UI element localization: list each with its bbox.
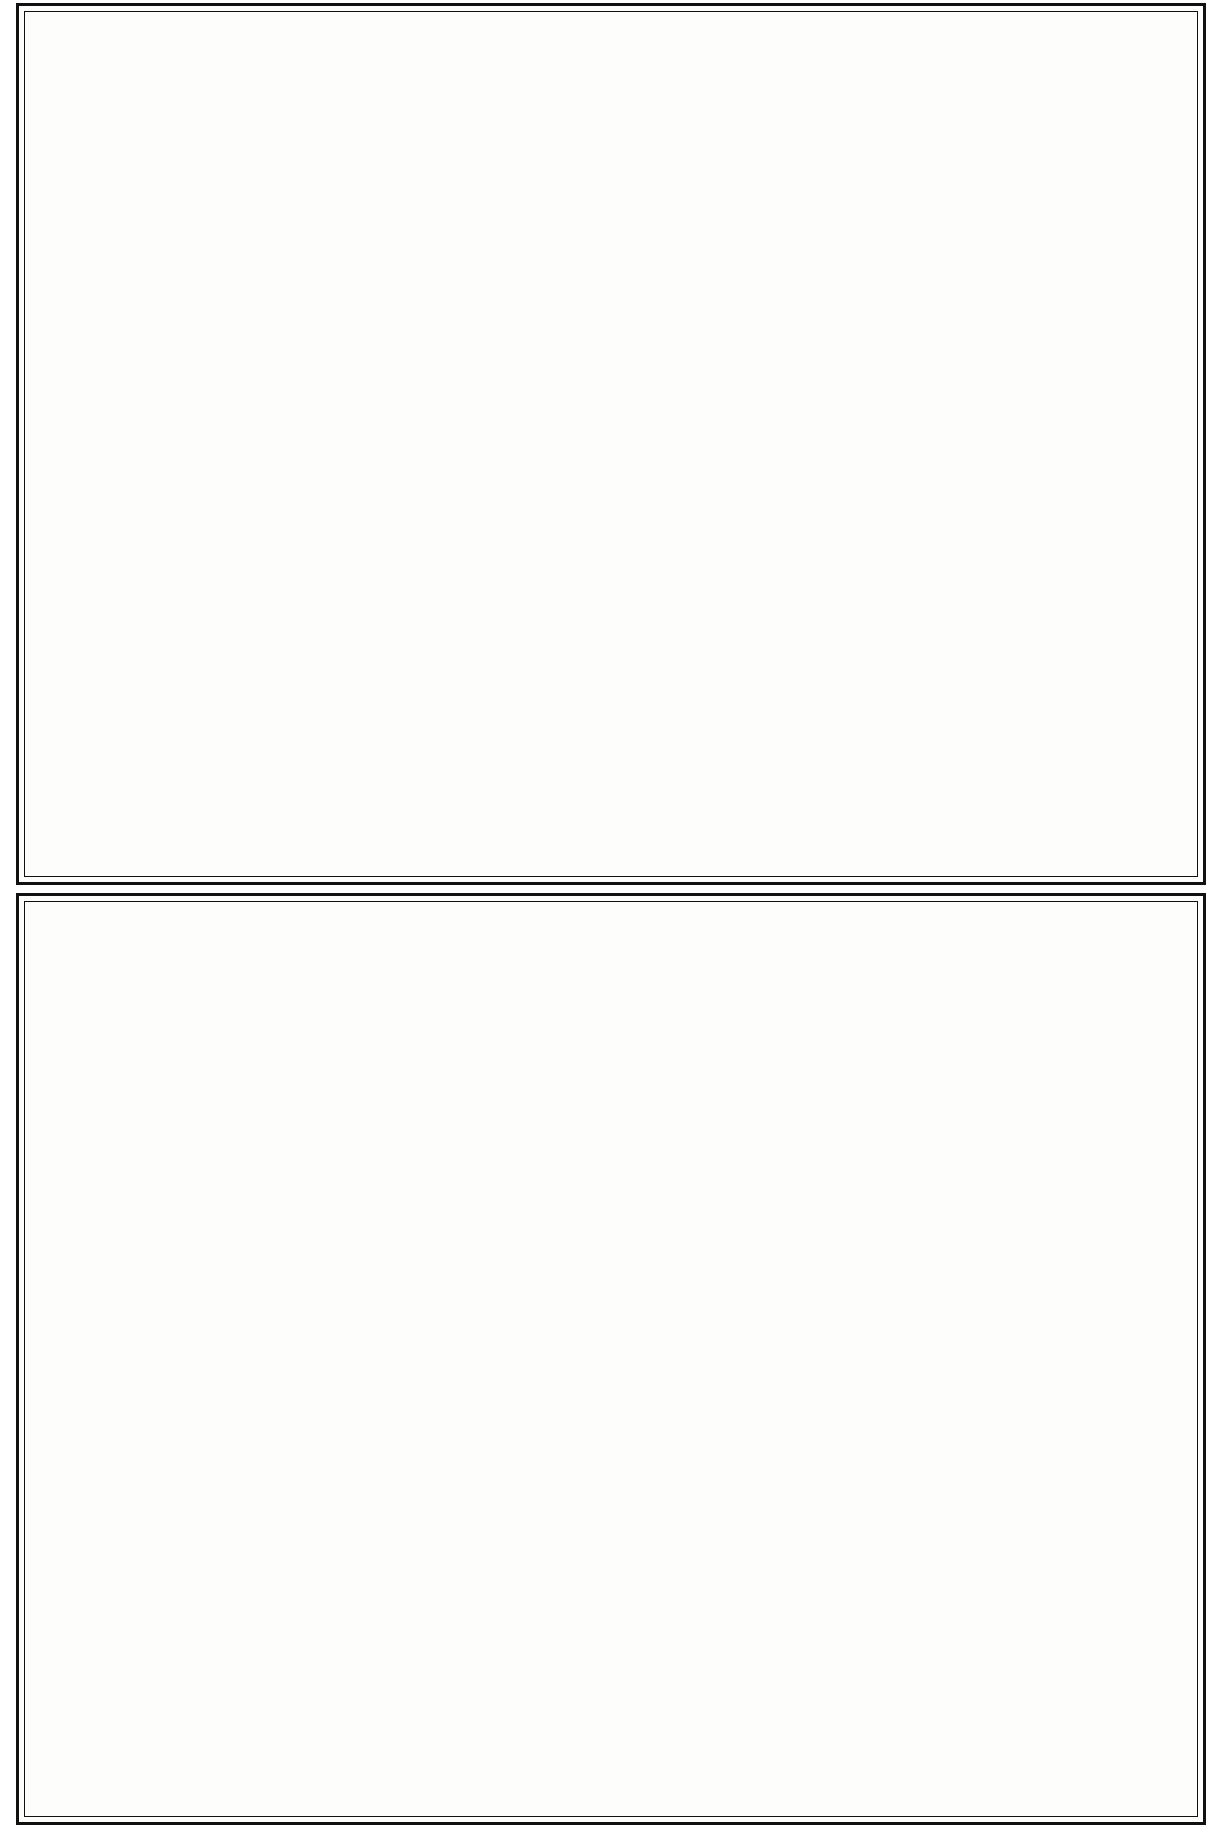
top-page-frame [24,11,1198,877]
top-columns [25,12,1197,876]
bottom-columns [25,902,1197,1816]
top-page [16,3,1206,885]
bottom-page [16,893,1206,1825]
bottom-page-frame [24,901,1198,1817]
